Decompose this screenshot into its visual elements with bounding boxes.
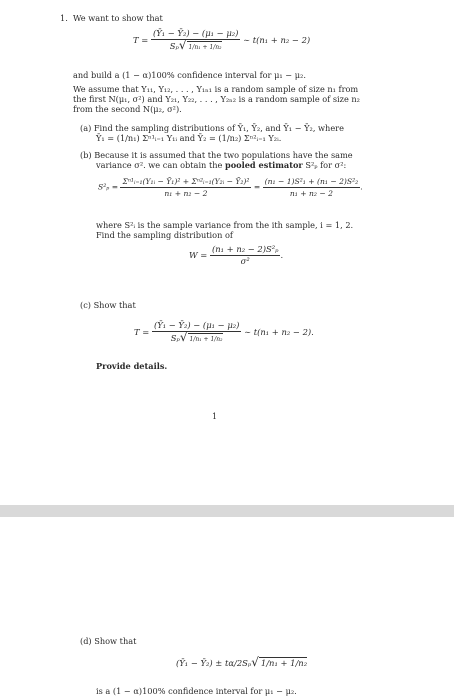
t-rhs: ∼ t(n₁ + n₂ − 2) xyxy=(243,35,311,45)
ci-root: 1/n₁ + 1/n₂ xyxy=(260,658,308,668)
w-denominator: σ² xyxy=(240,256,250,266)
assumption-line-1: We assume that Y₁₁, Y₁₂, . . . , Y₁ₙ₁ is a random sample of size n₁ from xyxy=(73,84,359,94)
sp-fraction-2 xyxy=(263,176,361,199)
sp-numerator-1: Σⁿ¹ᵢ₌₁(Y₁ᵢ − Ȳ₁)² + Σⁿ²ᵢ₌₁(Y₂ᵢ − Ȳ₂)² xyxy=(122,177,250,186)
w-lhs: W = xyxy=(189,250,208,260)
part-b-line-3: where S²ᵢ is the sample variance from the ith sample, i = 1, 2. xyxy=(96,220,354,230)
assumption-line-2: the first N(μ₁, σ²) and Y₂₁, Y₂₂, . . . , Y₂ₙ₂ is a random sample of size n₂ xyxy=(73,94,360,104)
part-a-line-1: (a) Find the sampling distributions of Ȳ₁, Ȳ₂, and Ȳ₁ − Ȳ₂, where xyxy=(80,123,344,133)
tc-rhs: ∼ t(n₁ + n₂ − 2). xyxy=(244,327,314,337)
tc-fraction xyxy=(152,320,241,345)
sp-period: . xyxy=(360,182,363,192)
sp-denominator-1: n₁ + n₂ − 2 xyxy=(164,189,208,198)
t-statistic-equation xyxy=(133,28,310,53)
t-statistic-equation-c xyxy=(134,320,314,345)
sp-numerator-2: (n₁ − 1)S²₁ + (n₁ − 2)S²₂ xyxy=(264,177,359,186)
confidence-interval-formula: (Ȳ₁ − Ȳ₂) ± tα/2Sₚ√ 1/n₁ + 1/n₂ xyxy=(176,655,308,669)
pooled-estimator-equation xyxy=(98,176,363,199)
t-lhs: T = xyxy=(133,35,149,45)
tc-numerator: (Ȳ₁ − Ȳ₂) − (μ₁ − μ₂) xyxy=(153,320,240,330)
t-denominator: Sₚ√ 1/n₁ + 1/n₂ xyxy=(169,38,222,52)
pooled-estimator-term: pooled estimator xyxy=(224,160,303,170)
assumption-line-3: from the second N(μ₂, σ²). xyxy=(73,104,182,114)
w-fraction xyxy=(210,244,284,267)
provide-details: Provide details. xyxy=(96,361,168,371)
intro-text: We want to show that xyxy=(73,13,163,23)
tc-denominator: Sₚ√ 1/n₁ + 1/n₂ xyxy=(170,330,223,344)
page-number: 1 xyxy=(212,412,218,421)
w-equation xyxy=(189,244,283,267)
page-separator xyxy=(0,505,454,517)
w-period: . xyxy=(280,250,284,260)
part-b-line-4: Find the sampling distribution of xyxy=(96,230,233,240)
sp-equals: = xyxy=(253,182,261,192)
sp-denominator-2: n₁ + n₂ − 2 xyxy=(289,189,333,198)
t-fraction xyxy=(151,28,240,53)
sp-fraction-1 xyxy=(120,176,251,199)
t-numerator: (Ȳ₁ − Ȳ₂) − (μ₁ − μ₂) xyxy=(152,28,239,38)
part-c-label: (c) Show that xyxy=(80,300,136,310)
document-page-2 xyxy=(0,517,454,700)
w-numerator: (n₁ + n₂ − 2)S²ₚ xyxy=(211,244,279,254)
tc-lhs: T = xyxy=(134,327,150,337)
part-b-line-2: variance σ². we can obtain the pooled estimator S²ₚ for σ²: xyxy=(96,160,347,170)
part-b-line-1: (b) Because it is assumed that the two populations have the same xyxy=(80,150,353,160)
part-a-line-2: Ȳ₁ = (1/n₁) Σⁿ¹ᵢ₌₁ Y₁ᵢ and Ȳ₂ = (1/n₂) Σⁿ²ᵢ₌₁ Y₂ᵢ. xyxy=(96,133,282,143)
item-number: 1. xyxy=(60,13,68,23)
ci-lhs: (Ȳ₁ − Ȳ₂) ± tα/2Sₚ xyxy=(176,658,252,668)
sp-lhs: S²ₚ = xyxy=(98,182,119,192)
ci-intro: and build a (1 − α)100% confidence interval for μ₁ − μ₂. xyxy=(73,70,306,80)
ci-conclusion: is a (1 − α)100% confidence interval for μ₁ − μ₂. xyxy=(96,686,297,696)
part-d-label: (d) Show that xyxy=(80,636,137,646)
